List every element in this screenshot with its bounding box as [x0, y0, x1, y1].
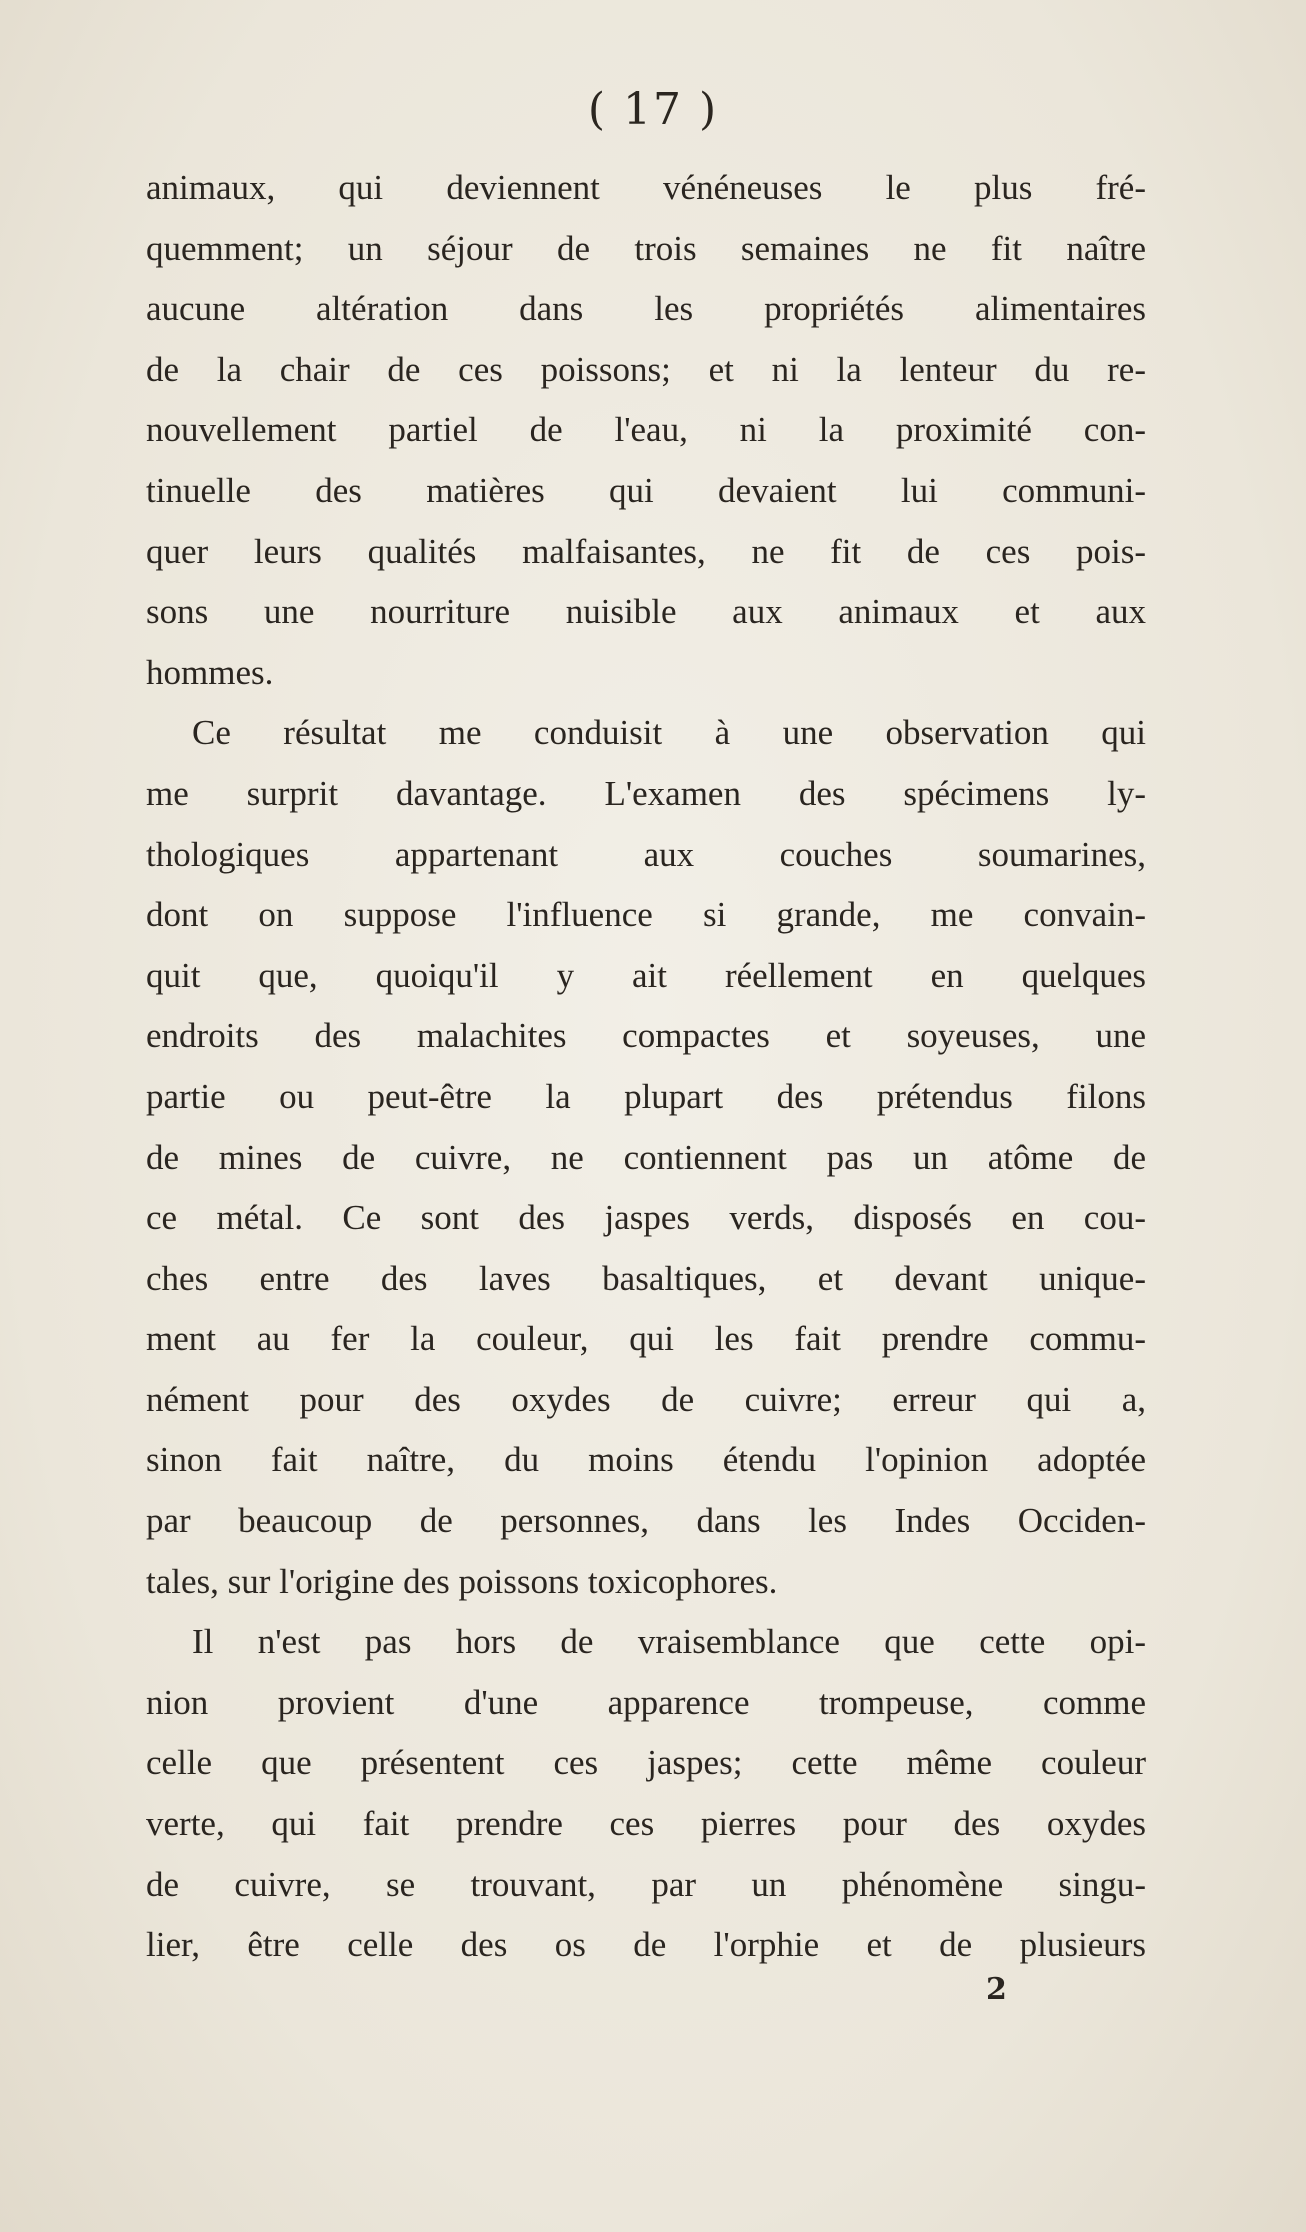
paragraph-start: Ce résultat me conduisit à une observation qui: [192, 713, 1146, 753]
text-line: sinon fait naître, du moins étendu l'opinion adoptée: [146, 1440, 1146, 1480]
text-line: verte, qui fait prendre ces pierres pour des oxydes: [146, 1804, 1146, 1844]
text-line: nément pour des oxydes de cuivre; erreur qui a,: [146, 1379, 1146, 1419]
text-line: quit que, quoiqu'il y ait réellement en quelques: [146, 955, 1146, 995]
text-line: ches entre des laves basaltiques, et devant unique-: [146, 1258, 1146, 1298]
text-line: nouvellement partiel de l'eau, ni la proximité con-: [146, 410, 1146, 450]
text-line: partie ou peut-être la plupart des prétendus filons: [146, 1076, 1146, 1116]
text-line: celle que présentent ces jaspes; cette même couleur: [146, 1743, 1146, 1783]
body-text: [146, 158, 1146, 1976]
paragraph-start: Il n'est pas hors de vraisemblance que cette opi-: [192, 1622, 1146, 1662]
text-line: lier, être celle des os de l'orphie et de plusieurs: [146, 1925, 1146, 1965]
text-line: ce métal. Ce sont des jaspes verds, disposés en cou-: [146, 1198, 1146, 1238]
text-line: endroits des malachites compactes et soyeuses, une: [146, 1016, 1146, 1056]
text-line: quemment; un séjour de trois semaines ne fit naître: [146, 228, 1146, 268]
page-number: ( 17 ): [587, 84, 719, 135]
text-line: me surprit davantage. L'examen des spécimens ly-: [146, 773, 1146, 813]
text-line: de cuivre, se trouvant, par un phénomène singu-: [146, 1864, 1146, 1904]
text-line: tinuelle des matières qui devaient lui communi-: [146, 470, 1146, 510]
text-line: animaux, qui deviennent vénéneuses le plus fré-: [146, 168, 1146, 207]
text-line: quer leurs qualités malfaisantes, ne fit de ces pois-: [146, 531, 1146, 571]
text-line: par beaucoup de personnes, dans les Indes Occiden-: [146, 1501, 1146, 1541]
text-line: de mines de cuivre, ne contiennent pas un atôme de: [146, 1137, 1146, 1177]
text-line: dont on suppose l'influence si grande, me convain-: [146, 895, 1146, 935]
text-line: de la chair de ces poissons; et ni la lenteur du re-: [146, 349, 1146, 389]
text-line: hommes.: [146, 652, 274, 692]
text-line: tales, sur l'origine des poissons toxicophores.: [146, 1561, 778, 1601]
text-line: thologiques appartenant aux couches soumarines,: [146, 834, 1146, 874]
text-line: nion provient d'une apparence trompeuse, comme: [146, 1682, 1146, 1722]
text-line: ment au fer la couleur, qui les fait prendre commu-: [146, 1319, 1146, 1359]
text-line: aucune altération dans les propriétés alimentaires: [146, 289, 1146, 329]
text-line: sons une nourriture nuisible aux animaux et aux: [146, 592, 1146, 632]
signature-mark: 2: [986, 1972, 1007, 2007]
